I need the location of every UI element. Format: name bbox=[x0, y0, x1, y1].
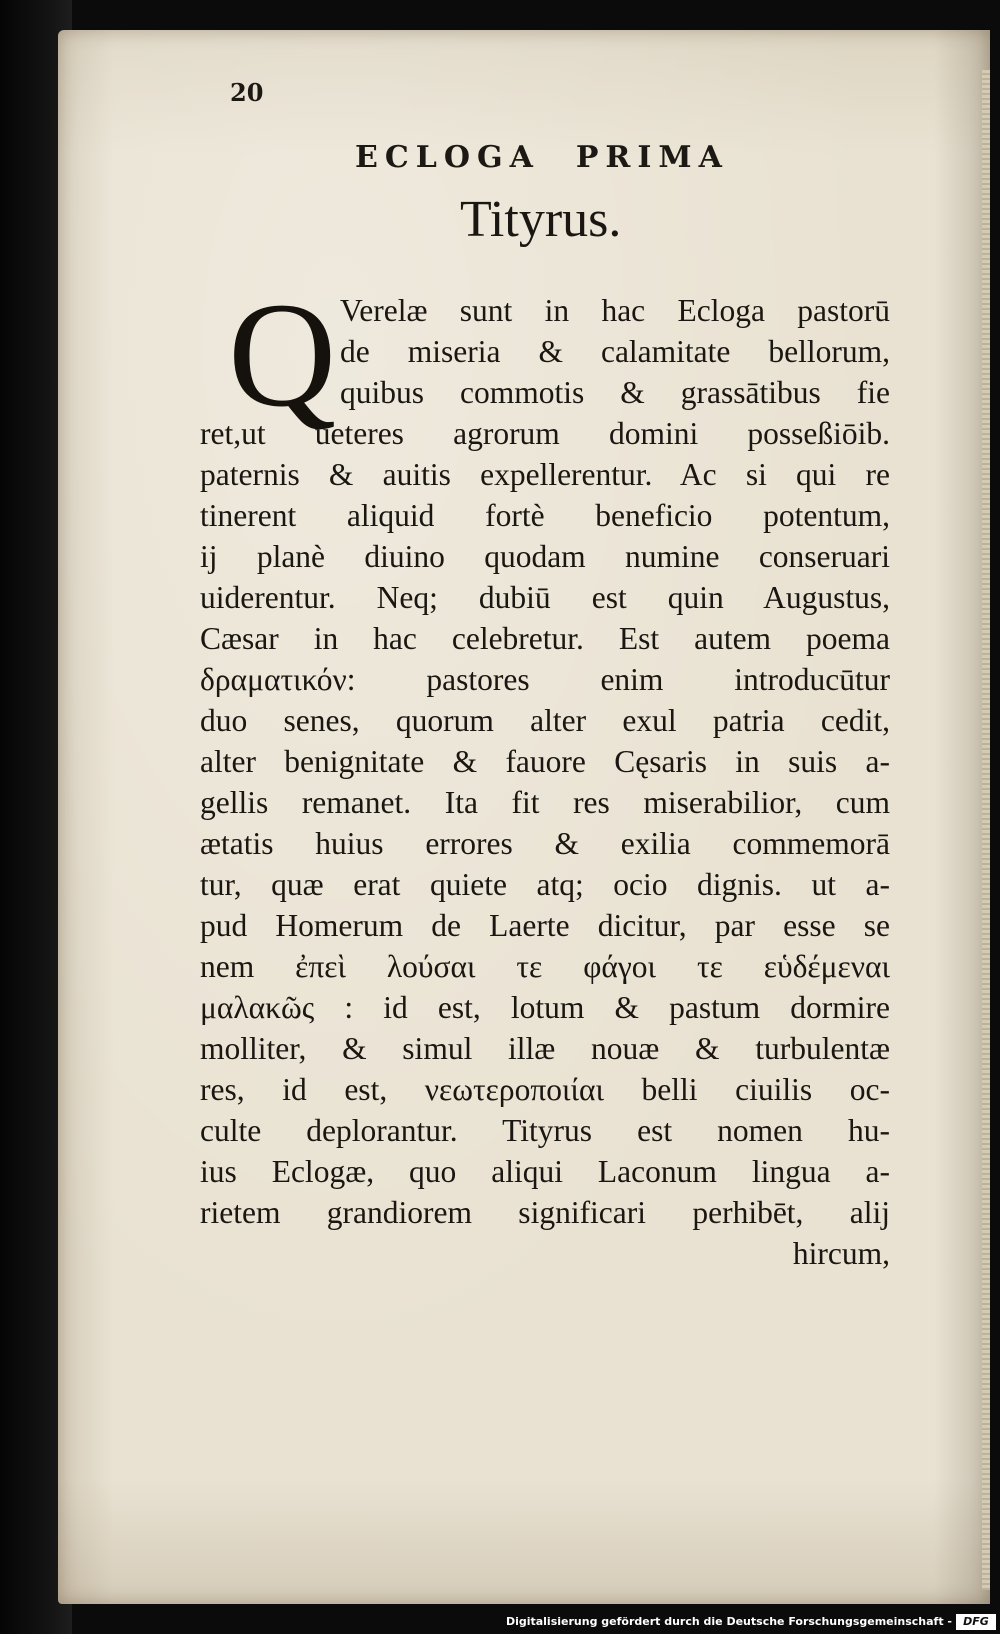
text-line: tinerent aliquid fortè beneficio potentum, bbox=[200, 498, 890, 533]
body-text bbox=[200, 290, 890, 1274]
text-line: pud Homerum de Laerte dicitur, par esse se bbox=[200, 908, 890, 943]
text-line: molliter, & simul illæ nouæ & turbulentæ bbox=[200, 1031, 890, 1066]
text-line: quibus commotis & grassātibus fie bbox=[340, 375, 890, 410]
text-line: uiderentur. Neq; dubiū est quin Augustus, bbox=[200, 580, 890, 615]
running-head-word: ECLOGA bbox=[355, 140, 540, 175]
text-line: rietem grandiorem significari perhibēt, alij bbox=[200, 1195, 890, 1230]
running-head-word: PRIMA bbox=[575, 140, 729, 175]
text-line: res, id est, νεωτεροποιίαι belli ciuilis oc- bbox=[200, 1072, 890, 1107]
text-line: μαλακῶς : id est, lotum & pastum dormire bbox=[200, 990, 890, 1025]
catchword: hircum, bbox=[792, 1236, 890, 1271]
text-line: Verelæ sunt in hac Ecloga pastorū bbox=[340, 293, 890, 328]
dfg-logo: DFG bbox=[956, 1614, 996, 1630]
text-line: tur, quæ erat quiete atq; ocio dignis. ut a- bbox=[200, 867, 890, 902]
text-line: paternis & auitis expellerentur. Ac si qui re bbox=[200, 457, 890, 492]
text-line: duo senes, quorum alter exul patria cedit, bbox=[200, 703, 890, 738]
text-line: ij planè diuino quodam numine conseruari bbox=[200, 539, 890, 574]
text-line: ius Eclogæ, quo aliqui Laconum lingua a- bbox=[200, 1154, 890, 1189]
text-line: nem ἐπεὶ λούσαι τε φάγοι τε εὑδέμεναι bbox=[200, 949, 890, 984]
text-line: Cæsar in hac celebretur. Est autem poema bbox=[200, 621, 890, 656]
digitization-credit: Digitalisierung gefördert durch die Deutsche Forschungsgemeinschaft - bbox=[505, 1615, 952, 1628]
section-title: Tityrus. bbox=[460, 191, 622, 248]
text-line: δραματικόν: pastores enim introducūtur bbox=[200, 662, 890, 697]
running-head bbox=[355, 140, 729, 175]
drop-cap-initial: Q bbox=[228, 272, 337, 438]
text-line: ætatis huius errores & exilia commemorā bbox=[200, 826, 890, 861]
text-line: de miseria & calamitate bellorum, bbox=[340, 334, 890, 369]
text-line: gellis remanet. Ita fit res miserabilior, cum bbox=[200, 785, 890, 820]
page-number: 20 bbox=[230, 78, 264, 107]
page-edge bbox=[982, 70, 990, 1590]
text-line: culte deplorantur. Tityrus est nomen hu- bbox=[200, 1113, 890, 1148]
text-line: alter benignitate & fauore Cęsaris in suis a- bbox=[200, 744, 890, 779]
text-line: ret,ut ueteres agrorum domini posseßiōib. bbox=[200, 416, 890, 451]
